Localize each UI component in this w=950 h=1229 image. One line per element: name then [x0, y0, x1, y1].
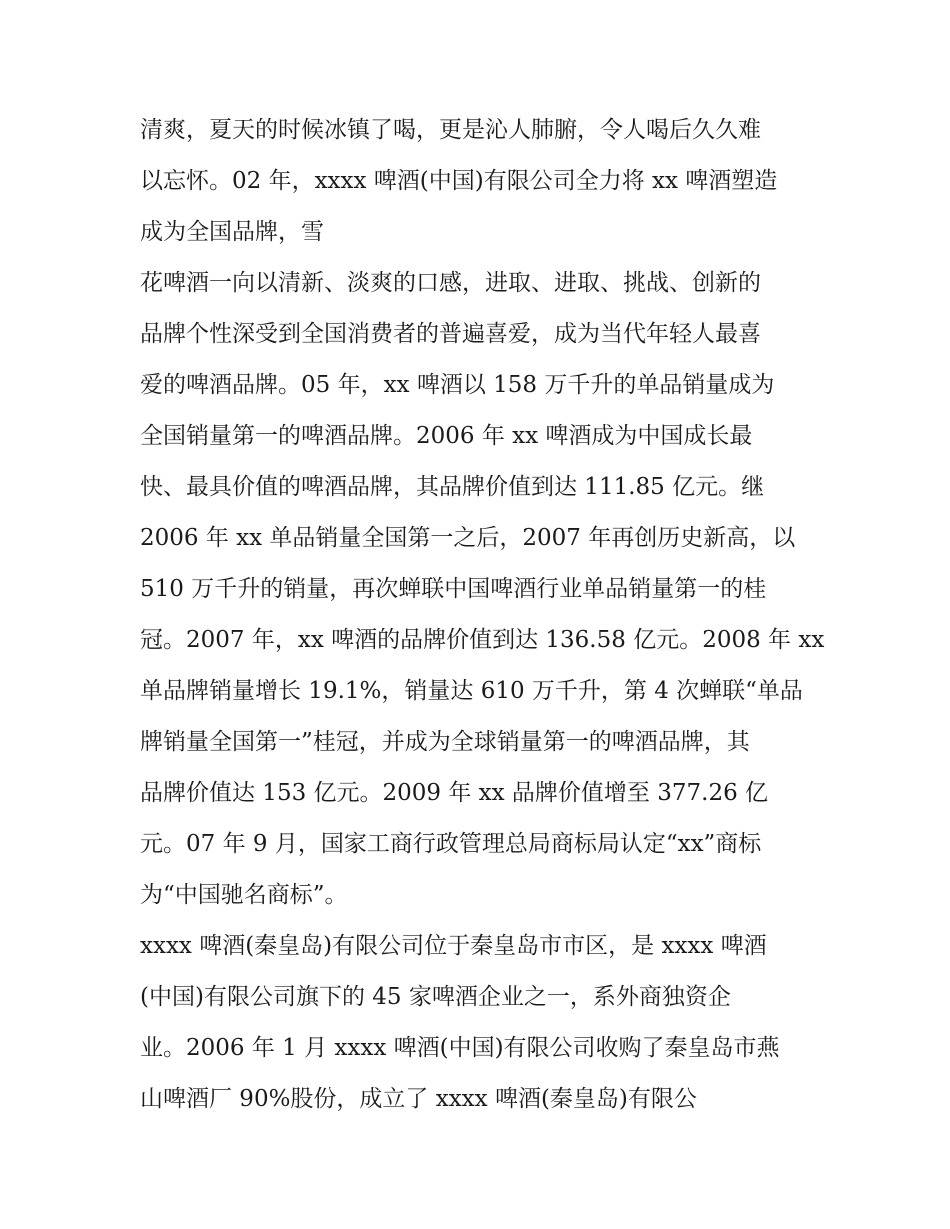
- text-line: 2006 年 xx 单品销量全国第一之后，2007 年再创历史新高，以: [140, 525, 796, 551]
- text-line: 山啤酒厂 90%股份，成立了 xxxx 啤酒(秦皇岛)有限公: [140, 1086, 697, 1112]
- text-line: xxxx 啤酒(秦皇岛)有限公司位于秦皇岛市市区，是 xxxx 啤酒: [140, 933, 767, 959]
- text-line: 成为全国品牌，雪: [140, 219, 324, 245]
- text-line: 以忘怀。02 年，xxxx 啤酒(中国)有限公司全力将 xx 啤酒塑造: [140, 168, 778, 194]
- text-line: 牌销量全国第一”桂冠，并成为全球销量第一的啤酒品牌，其: [140, 729, 750, 755]
- text-line: 花啤酒一向以清新、淡爽的口感，进取、进取、挑战、创新的: [140, 270, 761, 296]
- body-text: [140, 105, 830, 1125]
- text-line: 为“中国驰名商标”。: [140, 882, 348, 908]
- text-line: 元。07 年 9 月，国家工商行政管理总局商标局认定“xx”商标: [140, 831, 762, 857]
- text-line: 爱的啤酒品牌。05 年，xx 啤酒以 158 万千升的单品销量成为: [140, 372, 775, 398]
- text-line: 单品牌销量增长 19.1%，销量达 610 万千升，第 4 次蝉联“单品: [140, 678, 803, 704]
- text-line: 品牌价值达 153 亿元。2009 年 xx 品牌价值增至 377.26 亿: [140, 780, 769, 806]
- text-line: 510 万千升的销量，再次蝉联中国啤酒行业单品销量第一的桂: [140, 576, 767, 602]
- text-line: 清爽，夏天的时候冰镇了喝，更是沁人肺腑，令人喝后久久难: [140, 117, 761, 143]
- text-line: 业。2006 年 1 月 xxxx 啤酒(中国)有限公司收购了秦皇岛市燕: [140, 1035, 780, 1061]
- text-line: 品牌个性深受到全国消费者的普遍喜爱，成为当代年轻人最喜: [140, 321, 761, 347]
- text-line: 全国销量第一的啤酒品牌。2006 年 xx 啤酒成为中国成长最: [140, 423, 753, 449]
- text-line: (中国)有限公司旗下的 45 家啤酒企业之一，系外商独资企: [140, 984, 731, 1010]
- text-line: 冠。2007 年，xx 啤酒的品牌价值到达 136.58 亿元。2008 年 xx: [140, 627, 825, 653]
- text-line: 快、最具价值的啤酒品牌，其品牌价值到达 111.85 亿元。继: [140, 474, 765, 500]
